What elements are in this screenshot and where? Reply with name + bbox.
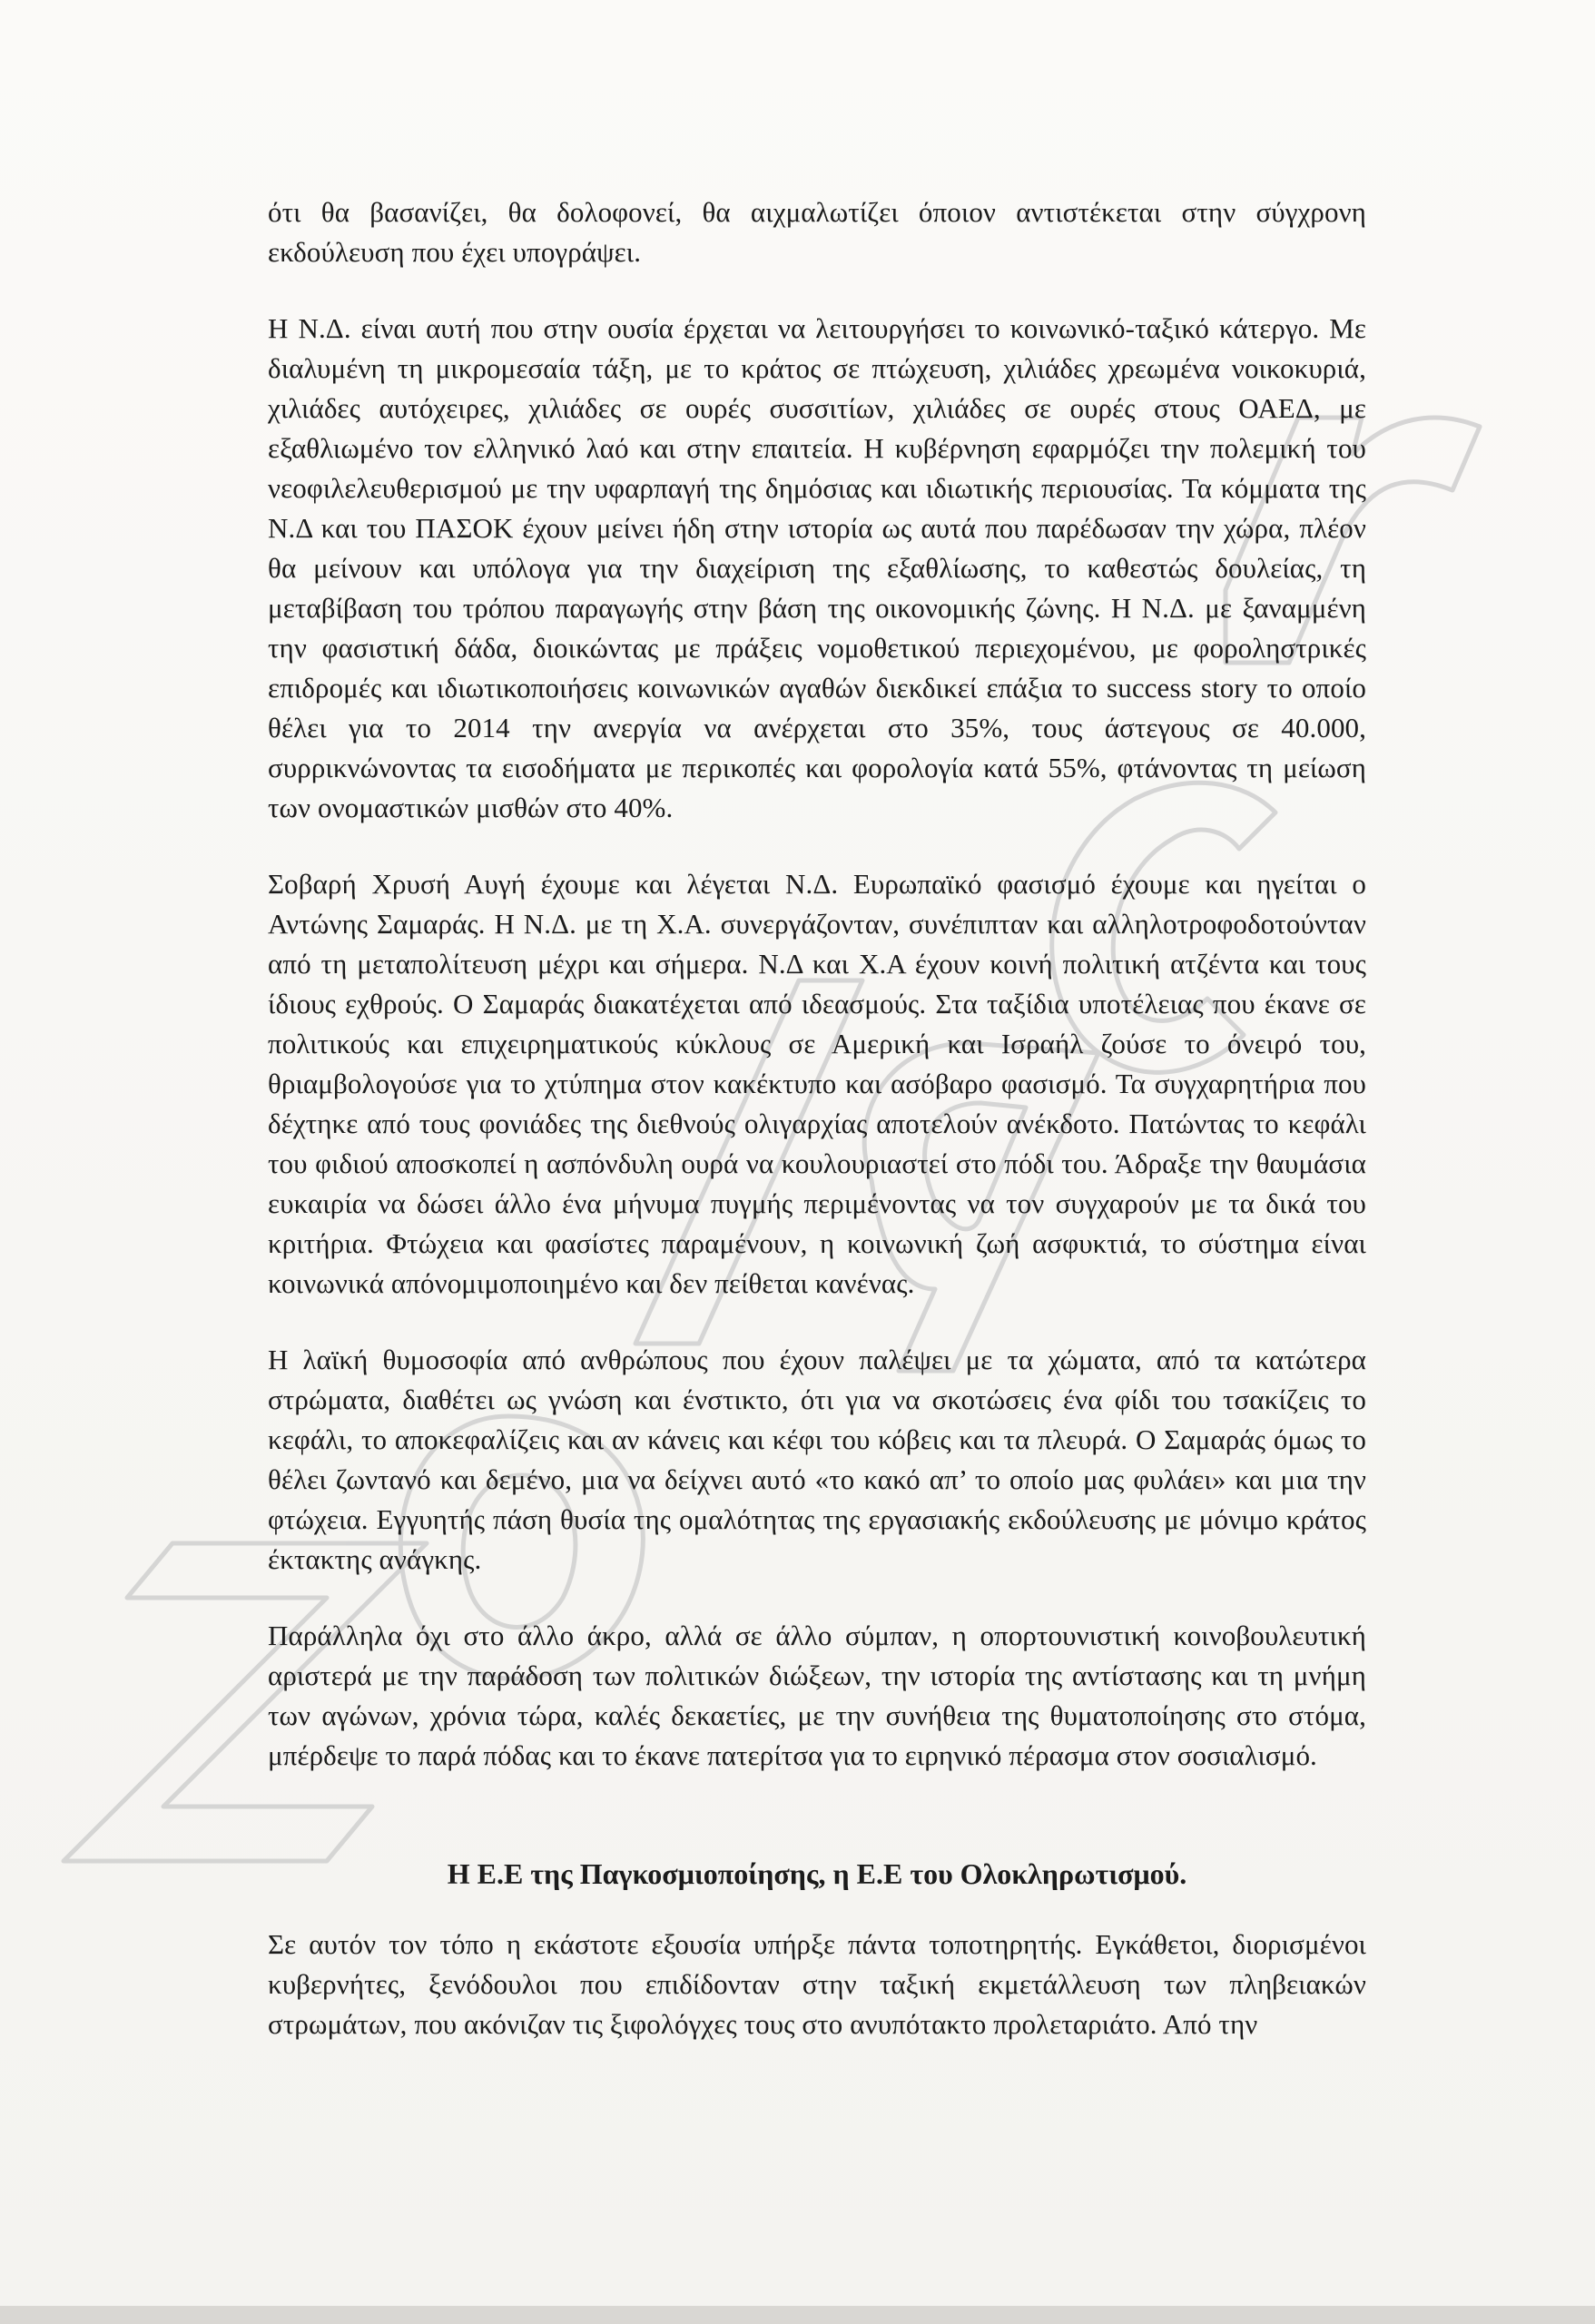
paragraph-1: ότι θα βασανίζει, θα δολοφονεί, θα αιχμαλωτίζει όποιον αντιστέκεται στην σύγχρονη εκδούλευση που έχει υπογράψει. — [268, 196, 1366, 268]
paragraph-3: Σοβαρή Χρυσή Αυγή έχουμε και λέγεται Ν.Δ. Ευρωπαϊκό φασισμό έχουμε και ηγείται ο Αντώνης Σαμαράς. Η Ν.Δ. με τη Χ.Α. συνεργάζονταν, συνέπιπταν και αλληλοτροφοδοτούνταν από τη μεταπολίτευση μέχρι και σήμερα. Ν.Δ και Χ.Α έχουν κοινή πολιτική ατζέντα και τους ίδιους εχθρούς. Ο Σαμαράς διακατέχεται από ιδεασμούς. Στα ταξίδια υποτέλειας που έκανε σε πολιτικούς και επιχειρηματικούς κύκλους σε Αμερική και Ισραήλ ζούσε το όνειρό του, θριαμβολογούσε για το χτύπημα στον κακέκτυπο και ασόβαρο φασισμό. Τα συγχαρητήρια που δέχτηκε από τους φονιάδες της διεθνούς ολιγαρχίας αποτελούν ανέκδοτο. Πατώντας το κεφάλι του φιδιού αποσκοπεί η ασπόνδυλη ουρά να κουλουριαστεί στο πόδι του. Άδραξε την θαυμάσια ευκαιρία να δώσει άλλο ένα μήνυμα πυγμής περιμένοντας να τον συγχαρούν με τα δικά του κριτήρια. Φτώχεια και φασίστες παραμένουν, η κοινωνική ζωή ασφυκτιά, το σύστημα είναι κοινωνικά απόνομιμοποιημένο και δεν πείθεται κανένας. — [268, 868, 1366, 1299]
paragraph-4: Η λαϊκή θυμοσοφία από ανθρώπους που έχουν παλέψει με τα χώματα, από τα κατώτερα στρώματα, διαθέτει ως γνώση και ένστικτο, ότι για να σκοτώσεις ένα φίδι του τσακίζεις το κεφάλι, το αποκεφαλίζεις και αν κάνεις και κέφι του κόβεις και τα πλευρά. Ο Σαμαράς όμως το θέλει ζωντανό και δεμένο, μια να δείχνει αυτό «το κακό απ’ το οποίο μας φυλάει» και μια την φτώχεια. Εγγυητής πάση θυσία της ομαλότητας της εργασιακής εκδούλευσης με μόνιμο κράτος έκτακτης ανάγκης. — [268, 1344, 1366, 1575]
closing-paragraph: Σε αυτόν τον τόπο η εκάστοτε εξουσία υπήρξε πάντα τοποτηρητής. Εγκάθετοι, διορισμένοι κυβερνήτες, ξενόδουλοι που επιδίδονταν στην ταξική εκμετάλλευση των πληβειακών στρωμάτων, που ακόνιζαν τις ξιφολόγχες τους στο ανυπότακτο προλεταριάτο. Από την — [268, 1928, 1366, 2040]
section-heading: Η Ε.Ε της Παγκοσμιοποίησης, η Ε.Ε του Ολοκληρωτισμού. — [447, 1857, 1187, 1890]
document-body — [268, 192, 1366, 2044]
paragraph-5: Παράλληλα όχι στο άλλο άκρο, αλλά σε άλλο σύμπαν, η οπορτουνιστική κοινοβουλευτική αριστερά με την παράδοση των πολιτικών διώξεων, την ιστορία της αντίστασης και τη μνήμη των αγώνων, χρόνια τώρα, καλές δεκαετίες, με την συνήθεια της θυματοποίησης στο στόμα, μπέρδεψε το παρά πόδας και το έκανε πατερίτσα για το ειρηνικό πέρασμα στον σοσιαλισμό. — [268, 1620, 1366, 1771]
scanner-bottom-edge — [0, 2306, 1595, 2324]
paragraph-2: Η Ν.Δ. είναι αυτή που στην ουσία έρχεται να λειτουργήσει το κοινωνικό-ταξικό κάτεργο. Με διαλυμένη τη μικρομεσαία τάξη, με το κράτος σε πτώχευση, χιλιάδες χρεωμένα νοικοκυριά, χιλιάδες αυτόχειρες, χιλιάδες σε ουρές συσσιτίων, χιλιάδες σε ουρές στους ΟΑΕΔ, με εξαθλιωμένο τον ελληνικό λαό και στην επαιτεία. Η κυβέρνηση εφαρμόζει την πολεμική του νεοφιλελευθερισμού με την υφαρπαγή της δημόσιας και ιδιωτικής περιουσίας. Τα κόμματα της Ν.Δ και του ΠΑΣΟΚ έχουν μείνει ήδη στην ιστορία ως αυτά που παρέδωσαν την χώρα, πλέον θα μείνουν και υπόλογα για την διαχείριση της εξαθλίωσης, το καθεστώς δουλείας, τη μεταβίβαση του τρόπου παραγωγής στην βάση της οικονομικής ζώνης. Η Ν.Δ. με ξαναμμένη την φασιστική δάδα, διοικώντας με πράξεις νομοθετικού περιεχομένου, με φοροληστρικές επιδρομές και ιδιωτικοποιήσεις κοινωνικών αγαθών διεκδικεί επάξια το success story το οποίο θέλει για το 2014 την ανεργία να ανέρχεται στο 35%, τους άστεγους σε 40.000, συρρικνώνοντας τα εισοδήματα με περικοπές και φορολογία κατά 55%, φτάνοντας τη μείωση των ονομαστικών μισθών στο 40%. — [268, 312, 1366, 823]
